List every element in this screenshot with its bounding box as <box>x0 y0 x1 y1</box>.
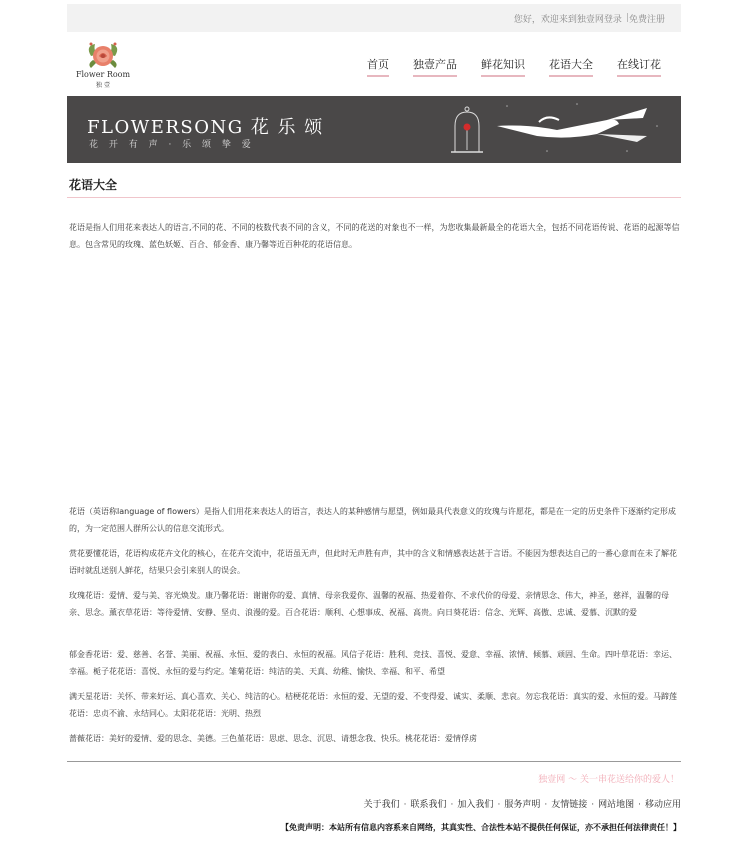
footer-link-contact[interactable]: 联系我们 <box>410 800 447 810</box>
footer-link-join[interactable]: 加入我们 <box>457 800 494 810</box>
content-paragraph-2: 赏花要懂花语，花语构成花卉文化的核心，在花卉交流中，花语虽无声，但此时无声胜有声，其中的含义和情感表达甚于言语。不能因为想表达自己的一番心意而在未了解花语时就乱送别人鲜花，结果只会引来别人的误会。 <box>69 549 677 575</box>
content-paragraph-4: 郁金香花语：爱、慈善、名誉、美丽、祝福、永恒、爱的表白、永恒的祝福。风信子花语：胜利、竞技、喜悦、爱意、幸福、浓情、倾慕、顽固、生命。四叶草花语：幸运、幸福。栀子花花语：喜悦、永恒的爱与约定。雏菊花语：纯洁的美、天真、幼稚、愉快、幸福、和平、希望 <box>69 650 677 676</box>
nav-flower-knowledge[interactable]: 鲜花知识 <box>481 56 525 77</box>
welcome-text: 您好，欢迎来到独壹网 <box>513 14 604 25</box>
footer-dot: · <box>450 800 454 810</box>
footer-divider <box>67 761 681 762</box>
nav-home[interactable]: 首页 <box>367 56 389 77</box>
topbar-separator: | <box>625 13 629 23</box>
intro-paragraph: 花语是指人们用花来表达人的语言,不同的花、不同的枝数代表不同的含义，不同的花送的对象也不一样，为您收集最新最全的花语大全，包括不同花语传说、花语的起源等信息。包含常见的玫瑰、蓝色妖姬、百合、郁金香、康乃馨等近百种花的花语信息。 <box>69 223 680 249</box>
site-logo[interactable] <box>71 38 135 88</box>
top-bar <box>67 4 681 32</box>
banner-title: FLOWERSONG 花 乐 颂 <box>87 117 324 138</box>
logo-subtitle: 独 壹 <box>96 82 110 89</box>
nav-products[interactable]: 独壹产品 <box>413 56 457 77</box>
page-title: 花语大全 <box>67 176 681 198</box>
footer-link-about[interactable]: 关于我们 <box>363 800 400 810</box>
main-nav <box>343 56 661 77</box>
banner-subtitle: 花 开 有 声 · 乐 颂 挚 爱 <box>89 140 255 150</box>
footer-link-sitemap[interactable]: 网站地图 <box>598 800 635 810</box>
footer-link-friends[interactable]: 友情链接 <box>551 800 588 810</box>
nav-order-online[interactable]: 在线订花 <box>617 56 661 77</box>
register-link[interactable]: 免费注册 <box>628 14 665 25</box>
footer-dot: · <box>591 800 595 810</box>
logo-name: Flower Room <box>75 70 131 79</box>
footer-slogan: 独壹网 ～ 关一串花送给你的爱人！ <box>538 775 679 785</box>
footer-disclaimer: 【免责声明：本站所有信息内容系来自网络，其真实性、合法性本站不提供任何保证，亦不承担任何法律责任！】 <box>281 823 681 832</box>
footer-link-mobile[interactable]: 移动应用 <box>644 800 681 810</box>
content-paragraph-1: 花语（英语称language of flowers）是指人们用花来表达人的语言，表达人的某种感情与愿望，例如最具代表意义的玫瑰与许愿花，都是在一定的历史条件下逐渐约定形成的，为一定范围人群所公认的信息交流形式。 <box>69 507 676 533</box>
footer-link-terms[interactable]: 服务声明 <box>504 800 541 810</box>
rose-logo-icon <box>71 38 135 72</box>
footer-dot: · <box>497 800 501 810</box>
content-paragraph-3: 玫瑰花语：爱情、爱与美、容光焕发。康乃馨花语：谢谢你的爱、真情、母亲我爱你、温馨的祝福、热爱着你、不求代价的母爱、亲情思念、伟大，神圣，慈祥，温馨的母亲、思念。薰衣草花语：等待爱情、安静、坚贞、浪漫的爱。百合花语：顺利、心想事成、祝福、高贵。向日葵花语：信念、光辉、高傲、忠诚、爱慕、沉默的爱 <box>69 591 669 617</box>
footer-dot: · <box>403 800 407 810</box>
hero-banner <box>67 96 681 163</box>
nav-flower-language[interactable]: 花语大全 <box>549 56 593 77</box>
site-header <box>67 36 681 88</box>
content-paragraph-5: 满天星花语：关怀、带来好运、真心喜欢、关心、纯洁的心。桔梗花花语：永恒的爱、无望的爱、不变得爱、诚实、柔顺、悲哀。勿忘我花语：真实的爱、永恒的爱。马蹄莲花语：忠贞不渝、永结同心。太阳花花语：光明、热烈 <box>69 692 677 718</box>
content-paragraph-6: 蔷薇花语：美好的爱情、爱的思念、美德。三色堇花语：思虑、思念、沉思、请想念我、快乐。桃花花语：爱情俘虏 <box>69 734 477 743</box>
footer-dot: · <box>544 800 548 810</box>
bell-jar-rose-illustration-icon <box>447 96 681 163</box>
footer-links <box>67 797 681 810</box>
login-link[interactable]: 登录 <box>603 14 622 25</box>
footer-dot: · <box>638 800 641 810</box>
